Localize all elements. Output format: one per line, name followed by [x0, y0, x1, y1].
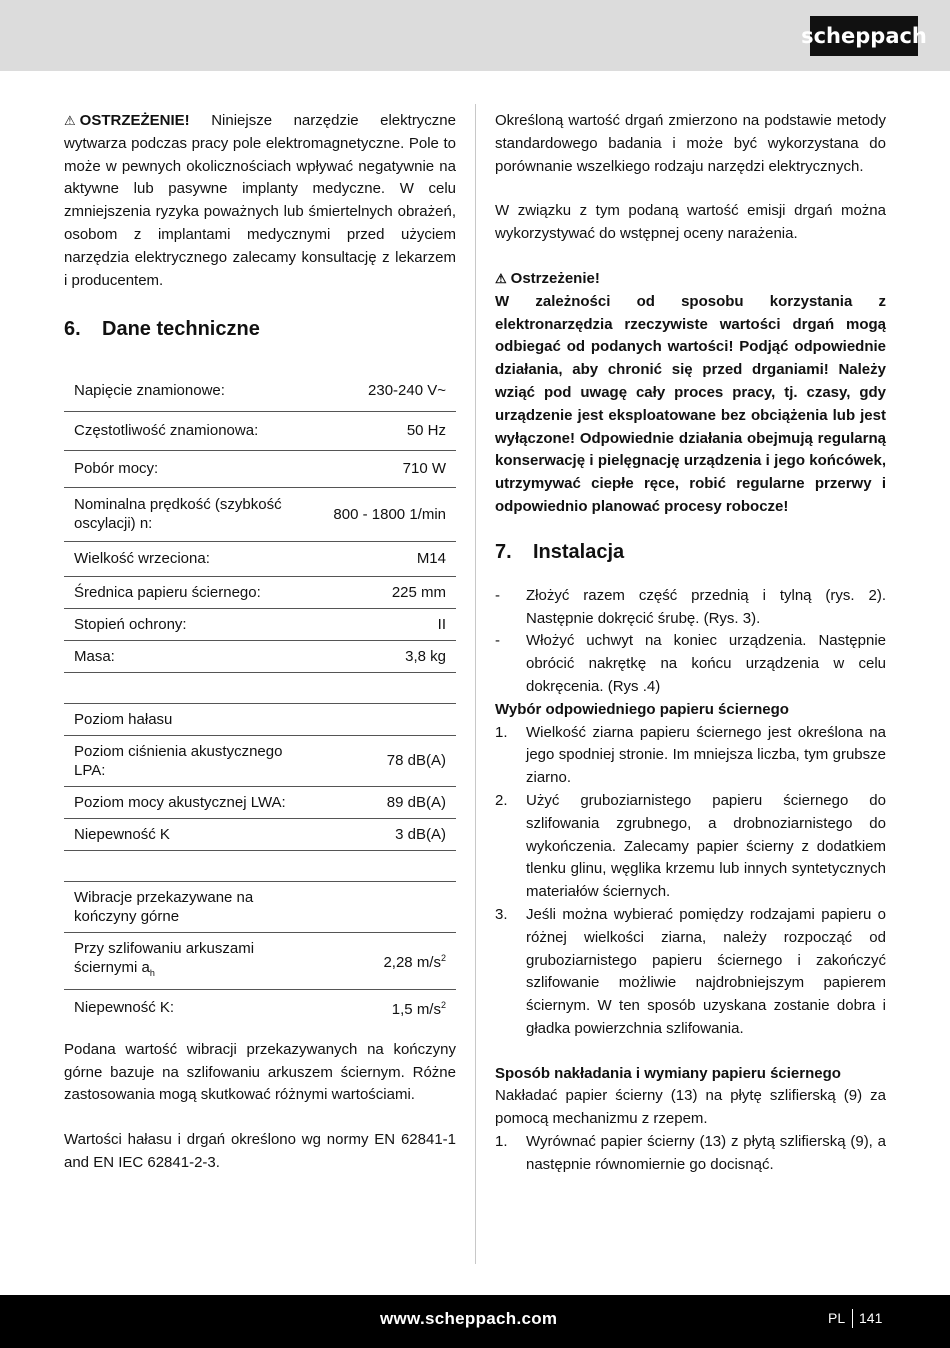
right-column	[495, 110, 886, 1177]
list-item: 1. Wyrównać papier ścierny (13) z płytą szlifierską (9), a następnie równomiernie go docisnąć.	[495, 1133, 886, 1173]
list-item: 1. Wielkość ziarna papieru ściernego jest określona na jego spodniej stronie. Im mniejsza liczba, tym grubsze ziarno.	[495, 723, 886, 787]
left-column	[64, 110, 456, 1175]
warning-body: W zależności od sposobu korzystania z elektronarzędzia rzeczywiste wartości drgań mogą odbiegać od podanych wartości! Podjąć odpowiednie działania, aby chronić się przed drganiami! Należy wziąć pod uwagę cały proces pracy, tj. czasy, gdy urządzenie jest eksploatowane bez obciążenia lub jest wyłączone! Odpowiednie działania obejmują regularną konserwację i pielęgnację urządzenia i jego końcówek, utrzymywać ciepłe ręce, robić regularne przerwy i odpowiednio planować procesy robocze!	[495, 292, 886, 515]
warning-triangle-icon: ⚠	[495, 270, 507, 286]
language-code: PL	[828, 1310, 846, 1326]
column-divider	[475, 104, 476, 1264]
table-row: Średnica papieru ściernego: 225 mm	[64, 576, 456, 608]
mount-heading: Sposób nakładania i wymiany papieru ściernego	[495, 1064, 841, 1082]
table-row: Stopień ochrony: II	[64, 608, 456, 640]
header-bar	[0, 0, 950, 71]
table-spacer-row	[64, 850, 456, 881]
norms-note: Wartości hałasu i drgań określono wg normy EN 62841-1 and EN IEC 62841-2-3.	[64, 1131, 456, 1172]
website-url: www.scheppach.com	[380, 1309, 558, 1328]
table-row: Poziom ciśnienia akustycznego LPA: 78 dB(A)	[64, 735, 456, 786]
vibration-emission-paragraph: W związku z tym podaną wartość emisji drgań można wykorzystywać do wstępnej oceny narażenia.	[495, 202, 886, 243]
warning-triangle-icon: ⚠	[64, 113, 76, 128]
paper-heading: Wybór odpowiedniego papieru ściernego	[495, 700, 789, 718]
section-6-heading: 6. Dane techniczne	[64, 318, 260, 341]
mount-text: Nakładać papier ścierny (13) na płytę szlifierską (9) za pomocą mechanizmu z rzepem.	[495, 1087, 886, 1128]
em-warning-paragraph	[64, 110, 456, 292]
section-7-heading: 7. Instalacja	[495, 540, 625, 563]
table-row: Poziom hałasu	[64, 703, 456, 735]
footer-bar	[0, 1295, 950, 1348]
vibration-note: Podana wartość wibracji przekazywanych na kończyny górne bazuje na szlifowaniu arkuszem ściernym. Różne zastosowania mogą skutkować różnymi wartościami.	[64, 1040, 456, 1104]
list-item: 2. Użyć gruboziarnistego papieru ściernego do szlifowania zgrubnego, a drobnoziarnistego do wykończenia. Zalecamy papier ścierny z dodatkiem tlenku glinu, węglika krzemu lub innych syntetycznych materiałów ściernych.	[495, 791, 886, 901]
vibration-method-paragraph: Określoną wartość drgań zmierzono na podstawie metody standardowego badania i może być wykorzystana do porównanie wszelkiego rodzaju narzędzi elektrycznych.	[495, 112, 886, 175]
footer-separator	[852, 1309, 853, 1328]
table-row: Wibracje przekazywane na kończyny górne	[64, 881, 456, 932]
warning-text: Niniejsze narzędzie elektryczne wytwarza podczas pracy pole elektromagnetyczne. Pole to może w pewnych okolicznościach wpływać negatywnie na aktywne lub pasywne implanty medyczne. W celu zmniejszenia ryzyka poważnych lub śmiertelnych obrażeń, osobom z implantami medycznymi przed użyciem narzędzia elektrycznego zalecamy konsultację z lekarzem i producentem.	[64, 112, 456, 289]
page-number: 141	[859, 1310, 883, 1326]
tech-data-table	[64, 370, 456, 1025]
table-row: Nominalna prędkość (szybkość oscylacji) n: 800 - 1800 1/min	[64, 487, 456, 541]
table-row: Wielkość wrzeciona: M14	[64, 541, 456, 576]
warning-label: OSTRZEŻENIE!	[79, 112, 190, 129]
table-row: Niepewność K: 1,5 $m/s^2$	[74, 998, 446, 1018]
table-row: Częstotliwość znamionowa: 50 Hz	[64, 411, 456, 450]
installation-steps	[495, 585, 886, 699]
table-row: Pobór mocy: 710 W	[64, 450, 456, 487]
scheppach-logo: scheppach	[810, 16, 918, 56]
table-spacer-row	[64, 672, 456, 703]
warning-title: ⚠ Ostrzeżenie!	[495, 268, 886, 291]
list-item: - Włożyć uchwyt na koniec urządzenia. Następnie obrócić nakrętkę na końcu urządzenia w celu dokręcenia. (Rys .4)	[495, 632, 886, 695]
mount-list	[495, 1131, 886, 1177]
table-row: Niepewność K 3 dB(A)	[64, 818, 456, 850]
table-row: Masa: 3,8 kg	[64, 640, 456, 672]
table-row: Poziom mocy akustycznej LWA: 89 dB(A)	[64, 786, 456, 818]
list-item: 3. Jeśli można wybierać pomiędzy rodzajami papieru o różnej wielkości ziarna, należy rozpocząć od gruboziarnistego papieru ściernego i zakończyć szlifowanie możliwie najdrobniejszym papierem ściernym. W ten sposób uzyskana zostanie dobra i gładka powierzchnia szlifowania.	[495, 905, 886, 1037]
paper-list	[495, 722, 886, 1041]
table-row: Przy szlifowaniu arkuszami ściernymi $a_h$ 2,28 $m/s^2$	[64, 932, 456, 989]
table-row: Napięcie znamionowe: 230-240 V~	[64, 370, 456, 411]
list-item: - Złożyć razem część przednią i tylną (rys. 2). Następnie dokręcić śrubę. (Rys. 3).	[495, 586, 886, 627]
